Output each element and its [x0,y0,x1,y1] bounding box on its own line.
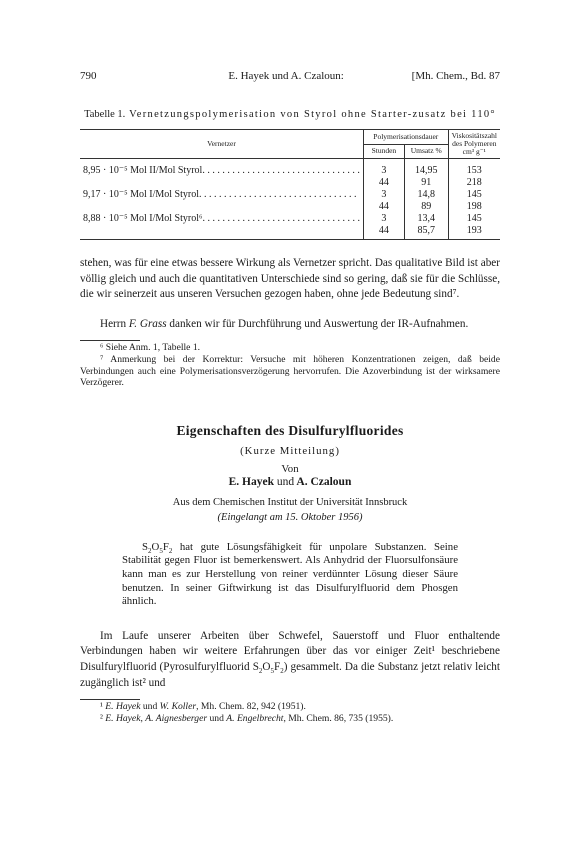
ack-person-name: F. Grass [128,317,167,330]
cell-viscosity: 193 [448,225,500,240]
paragraph-acknowledgment [80,317,500,333]
authors-und: und [276,475,295,488]
header-journal: [Mh. Chem., Bd. 87 [411,70,500,82]
fn2-author-a: E. Hayek [105,712,141,724]
fn2-citation: , Mh. Chem. 86, 735 (1955). [283,712,394,724]
cell-conversion: 13,4 [404,213,448,225]
header-viscosity-line1: Viskositätszahl [451,131,497,140]
table-row [80,189,500,201]
crosslinker-text: 8,88 · 10⁻⁵ Mol I/Mol Styrol⁶ [83,213,203,224]
article-title: Eigenschaften des Disulfurylfluorides [176,422,404,438]
cell-hours: 44 [363,201,404,213]
footnote-rule [80,699,140,700]
table-row [80,201,500,213]
cell-viscosity: 198 [448,201,500,213]
fn1-author-a: E. Hayek [105,701,141,713]
fn2-und: und [207,712,227,724]
header-viscosity-line2: des Polymeren [452,139,497,148]
cell-viscosity: 218 [448,177,500,189]
header-conversion: Umsatz % [404,144,448,159]
cell-hours: 44 [363,225,404,240]
footnote-6: ⁶ Siehe Anm. 1, Tabelle 1. [100,342,201,354]
article-body-paragraph: Im Laufe unserer Arbeiten über Schwefel, Sauerstoff und Fluor enthaltende Verbindungen haben wir weitere Erfahrungen über das vor einiger Zeit¹ beschriebene Disulfurylfluorid (Pyrosulfurylfluorid $S_2O_5F_2$) gesammelt. Da die Substanz jetzt relativ leicht zugänglich ist² und [80,629,500,689]
fn2-author-c: A. Engelbrecht [226,712,284,724]
article-authors [80,476,500,488]
abstract-text: hat gute Lösungsfähigkeit für unpolare Substanzen. Seine Stabilität gegen Fluor ist bemerkenswert. Als Anhydrid der Fluorsulfonsäure kann man es zur Herstellung von reiner verdünnter Lösung dieser Säure benutzen. In seiner Giftwirkung ist das Disulfurylfluorid dem Phosgen ähnlich. [122,540,458,608]
running-header [80,70,500,82]
table-caption-text: Vernetzungspolymerisation von Styrol ohne Starter-zusatz bei 110° [129,109,496,120]
body-text-a: Im Laufe unserer Arbeiten über Schwefel, Sauerstoff und Fluor enthaltende Verbindungen haben wir weitere Erfahrungen über das vor einiger Zeit¹ beschriebene Disulfurylfluorid (Pyrosulfurylfluorid [80,629,500,673]
table-caption [80,108,500,121]
footnotes-bottom [80,697,500,724]
cell-hours: 3 [363,189,404,201]
cell-crosslinker [80,177,363,189]
author-1: E. Hayek [228,475,275,488]
fn1-und: und [140,701,160,713]
fn2-sep: , [140,712,146,724]
cell-viscosity: 145 [448,189,500,201]
table-row [80,177,500,189]
cell-crosslinker [80,189,363,201]
page-number: 790 [80,70,97,82]
cell-conversion: 14,8 [404,189,448,201]
ack-text-after: danken wir für Durchführung und Auswertung der IR-Aufnahmen. [166,317,469,330]
header-viscosity [448,130,500,159]
header-crosslinker: Vernetzer [80,130,363,159]
cell-viscosity: 145 [448,213,500,225]
article-affiliation: Aus dem Chemischen Institut der Universität Innsbruck [172,496,408,508]
fn1-citation: , Mh. Chem. 82, 942 (1951). [196,701,306,713]
header-authors: E. Hayek und A. Czaloun: [228,70,344,82]
table-caption-label: Tabelle 1. [84,109,126,120]
ack-text-before: Herrn [100,317,129,330]
cell-hours: 3 [363,159,404,178]
header-hours: Stunden [363,144,404,159]
fn1-number: ¹ [100,701,103,713]
cell-crosslinker [80,213,363,225]
footnote-rule [80,340,140,341]
article-abstract: $S_2O_5F_2$ hat gute Lösungsfähigkeit für unpolare Substanzen. Seine Stabilität gegen Fluor ist bemerkenswert. Als Anhydrid der Fluorsulfonsäure kann man es zur Herstellung von reiner verdünnter Lösung dieser Säure benutzen. In seiner Giftwirkung ist das Disulfurylfluorid dem Phosgen ähnlich. [122,540,458,608]
footnote-2 [80,713,500,725]
data-table [80,129,500,240]
cell-crosslinker [80,225,363,240]
cell-viscosity: 153 [448,159,500,178]
body-text-b: ) gesammelt. Da die Substanz jetzt relativ leicht zugänglich ist² und [80,660,500,689]
crosslinker-text: 8,95 · 10⁻⁵ Mol II/Mol Styrol [83,165,203,176]
table-row [80,213,500,225]
cell-crosslinker [80,201,363,213]
article-heading [80,423,500,523]
fn2-number: ² [100,712,103,724]
cell-hours: 44 [363,177,404,189]
table-row [80,159,500,178]
cell-conversion: 14,95 [404,159,448,178]
article-subtitle: (Kurze Mitteilung) [240,444,340,457]
header-viscosity-unit: cm³ g⁻¹ [462,147,486,156]
paragraph-conclusion: stehen, was für eine etwas bessere Wirkung als Vernetzer spricht. Das qualitative Bild ist aber völlig gleich und auch die quantitativen Unterschiede sind so gering, daß sie für die Schlüsse, die wir seinerzeit aus unseren Versuchen gezogen haben, ohne jede Bedeutung sind⁷. [80,257,500,301]
fn1-author-b: W. Koller [159,701,197,713]
crosslinker-text: 9,17 · 10⁻⁵ Mol I/Mol Styrol [83,189,199,200]
article-von: Von [281,462,299,475]
article-received-date: (Eingelangt am 15. Oktober 1956) [217,511,363,523]
cell-hours: 3 [363,213,404,225]
footnotes-top [80,338,500,388]
cell-crosslinker [80,159,363,178]
cell-conversion: 91 [404,177,448,189]
cell-conversion: 85,7 [404,225,448,240]
fn2-author-b: A. Aignesberger [145,712,208,724]
author-2: A. Czaloun [296,475,352,488]
footnote-7: ⁷ Anmerkung bei der Korrektur: Versuche mit höheren Konzentrationen zeigen, daß beide Verbindungen auch eine Polymerisationsverzögerung hervorrufen. Die Azoverbindung ist der wirksamere Verzögerer. [80,353,500,389]
page [80,70,500,724]
footnote-1 [80,701,500,713]
cell-conversion: 89 [404,201,448,213]
table-row [80,225,500,240]
header-duration: Polymerisationsdauer [363,130,448,145]
